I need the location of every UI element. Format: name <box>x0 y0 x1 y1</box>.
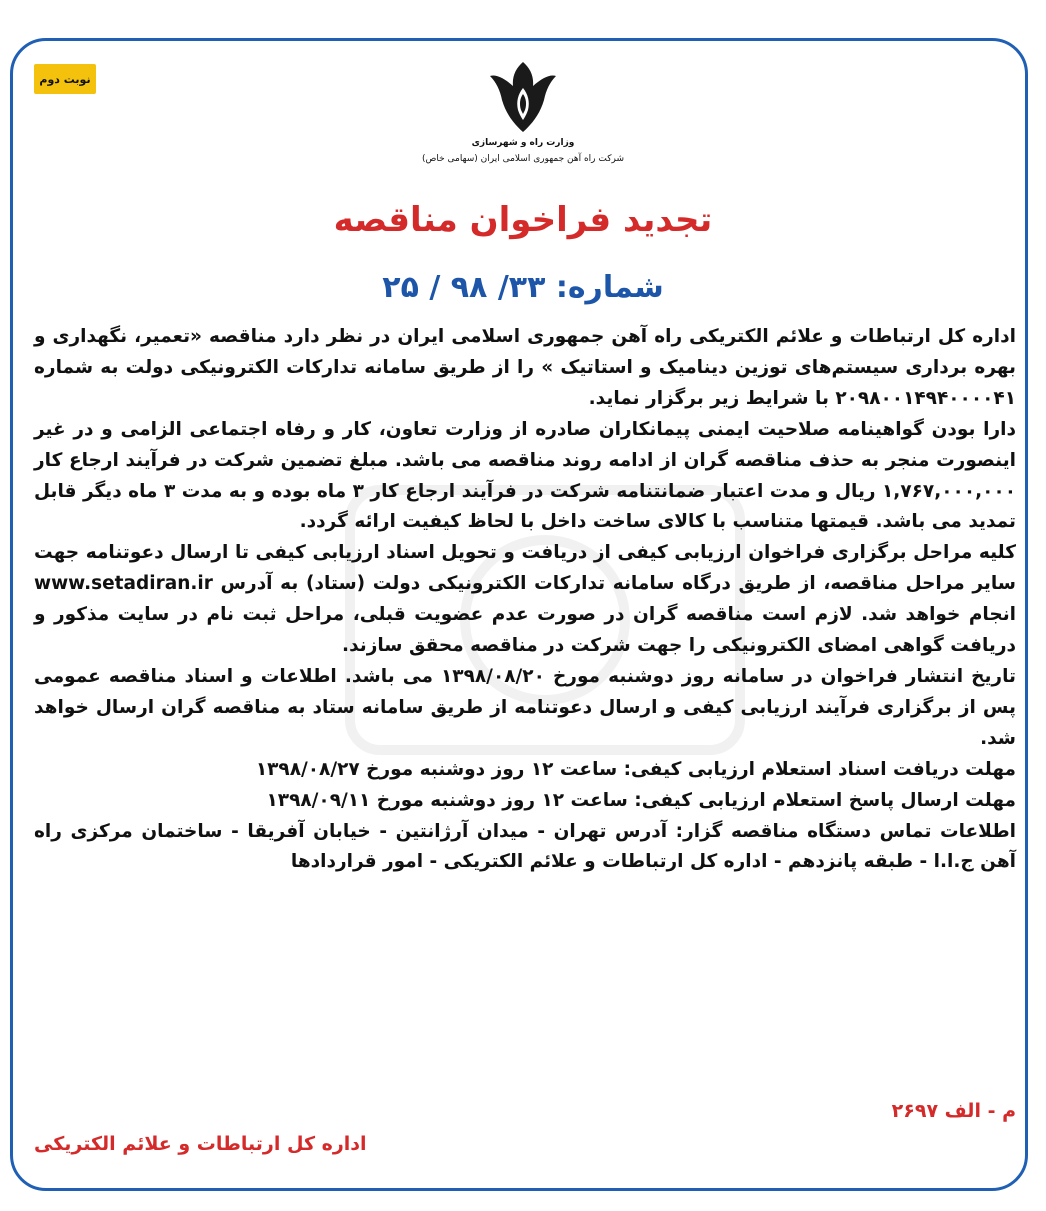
ministry-name: وزارت راه و شهرسازی <box>471 138 575 148</box>
company-name: شرکت راه آهن جمهوری اسلامی ایران (سهامی خاص) <box>421 154 625 164</box>
paragraph-intro: اداره کل ارتباطات و علائم الکتریکی راه آهن جمهوری اسلامی ایران در نظر دارد مناقصه «تعمیر، نگهداری و بهره برداری سیستم‌های توزین دینامیک و استاتیک » را از طریق سامانه تدارکات الکترونیکی دولت به شماره ۲۰۹۸۰۰۱۴۹۴۰۰۰۰۴۱ با شرایط زیر برگزار نماید. <box>34 326 1016 409</box>
paragraph-deadline-submit: مهلت ارسال پاسخ استعلام ارزیابی کیفی: ساعت ۱۲ روز دوشنبه مورخ ۱۳۹۸/۰۹/۱۱ <box>266 789 1016 811</box>
tender-number: شماره: ۳۳/ ۹۸ / ۲۵ <box>382 270 664 305</box>
paragraph-publication: تاریخ انتشار فراخوان در سامانه روز دوشنبه مورخ ۱۳۹۸/۰۸/۲۰ می باشد. اطلاعات و اسناد مناقصه عمومی پس از برگزاری فرآیند ارزیابی کیفی و ارسال دعوتنامه از طریق سامانه ستاد به مناقصه گران ارسال خواهد شد. <box>34 665 1016 749</box>
edition-badge: نوبت دوم <box>34 64 96 94</box>
page-title: تجدید فراخوان مناقصه <box>333 200 713 240</box>
paragraph-qualification: دارا بودن گواهینامه صلاحیت ایمنی پیمانکاران صادره از وزارت تعاون، کار و رفاه اجتماعی الزامی و در غیر اینصورت منجر به حذف مناقصه گران از ادامه روند مناقصه می باشد. مبلغ تضمین شرکت در فرآیند ارجاع کار ۱,۷۶۷,۰۰۰,۰۰۰ ریال و مدت اعتبار ضمانتنامه شرکت در فرآیند ارجاع کار ۳ ماه بوده و به مدت ۳ ماه دیگر قابل تمدید می باشد. قیمتها متناسب با کالای ساخت داخل با لحاظ کیفیت ارائه گردد. <box>34 418 1017 533</box>
paragraph-contact: اطلاعات تماس دستگاه مناقصه گزار: آدرس تهران - میدان آرژانتین - خیابان آفریقا - ساختمان مرکزی راه آهن ج.ا.ا - طبقه پانزدهم - اداره کل ارتباطات و علائم الکتریکی - امور قراردادها <box>34 820 1016 873</box>
reference-code: م - الف ۲۶۹۷ <box>891 1100 1016 1122</box>
paragraph-deadline-receive: مهلت دریافت اسناد استعلام ارزیابی کیفی: ساعت ۱۲ روز دوشنبه مورخ ۱۳۹۸/۰۸/۲۷ <box>255 758 1016 780</box>
signature: اداره کل ارتباطات و علائم الکتریکی <box>34 1133 367 1155</box>
notice-body <box>34 322 1016 878</box>
railway-logo-icon <box>486 58 560 136</box>
paragraph-procedure: کلیه مراحل برگزاری فراخوان ارزیابی کیفی از دریافت و تحویل اسناد ارزیابی کیفی تا ارسال دعوتنامه جهت سایر مراحل مناقصه، از طریق درگاه سامانه تدارکات الکترونیکی دولت (ستاد) به آدرس www.setadiran.ir انجام خواهد شد. لازم است مناقصه گران در صورت عدم عضویت قبلی، مراحل ثبت نام در سایت مذکور و دریافت گواهی امضای الکترونیکی را جهت شرکت در مناقصه محقق سازند. <box>34 542 1016 657</box>
